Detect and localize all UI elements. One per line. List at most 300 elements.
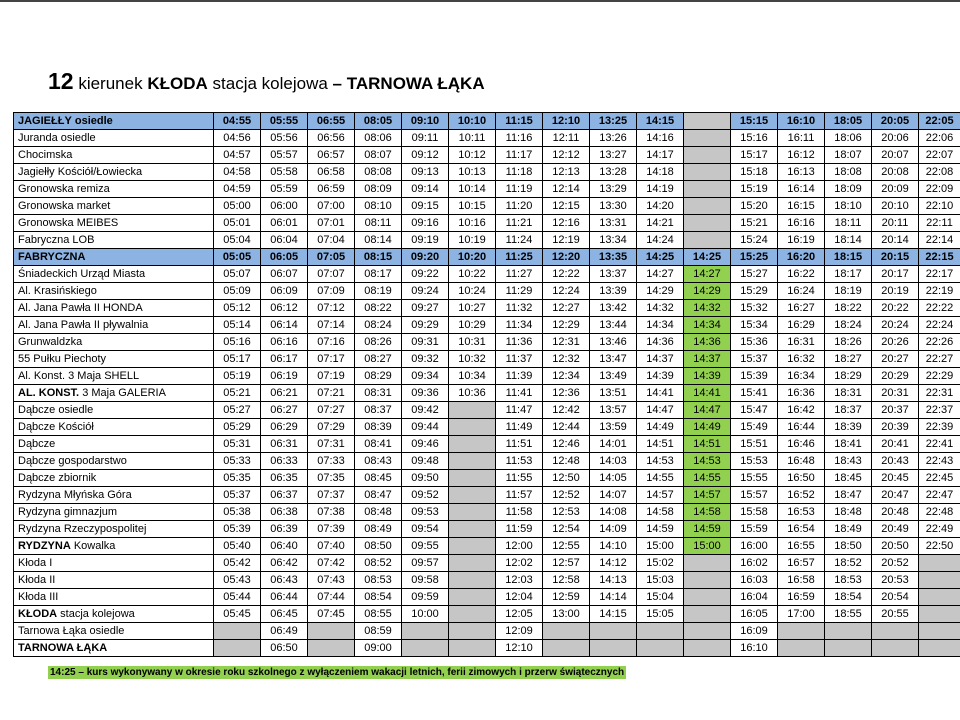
time-cell: 10:14 — [449, 181, 496, 198]
stop-name-text: Dąbcze osiedle — [18, 404, 94, 416]
time-cell: 10:20 — [449, 249, 496, 266]
time-cell: 05:56 — [261, 130, 308, 147]
table-row — [14, 504, 960, 521]
time-cell — [590, 623, 637, 640]
time-cell: 05:09 — [214, 283, 261, 300]
title-prefix: kierunek — [78, 74, 143, 93]
time-cell: 22:15 — [919, 249, 960, 266]
time-cell: 06:01 — [261, 215, 308, 232]
stop-name-cell — [14, 640, 214, 657]
time-cell: 14:13 — [590, 572, 637, 589]
time-cell: 11:27 — [496, 266, 543, 283]
time-cell: 09:00 — [355, 640, 402, 657]
time-cell: 09:31 — [402, 334, 449, 351]
time-cell: 15:17 — [731, 147, 778, 164]
stop-name-text: Gronowska remiza — [18, 183, 110, 195]
time-cell: 16:54 — [778, 521, 825, 538]
time-cell: 16:24 — [778, 283, 825, 300]
time-cell — [684, 198, 731, 215]
time-cell: 13:42 — [590, 300, 637, 317]
stop-name-cell — [14, 181, 214, 198]
time-cell: 14:41 — [637, 385, 684, 402]
time-cell: 11:18 — [496, 164, 543, 181]
time-cell: 05:59 — [261, 181, 308, 198]
time-cell: 22:10 — [919, 198, 960, 215]
time-cell: 22:09 — [919, 181, 960, 198]
time-cell: 14:36 — [637, 334, 684, 351]
time-cell: 09:52 — [402, 487, 449, 504]
time-cell: 10:36 — [449, 385, 496, 402]
time-cell: 10:34 — [449, 368, 496, 385]
time-cell: 14:59 — [637, 521, 684, 538]
time-cell: 08:26 — [355, 334, 402, 351]
time-cell — [449, 606, 496, 623]
stop-name-cell — [14, 487, 214, 504]
time-cell: 08:22 — [355, 300, 402, 317]
time-cell: 07:00 — [308, 198, 355, 215]
time-cell: 06:39 — [261, 521, 308, 538]
time-cell: 09:15 — [402, 198, 449, 215]
table-row — [14, 402, 960, 419]
time-cell: 15:15 — [731, 113, 778, 130]
time-cell: 12:44 — [543, 419, 590, 436]
time-cell: 11:49 — [496, 419, 543, 436]
time-cell: 22:45 — [919, 470, 960, 487]
time-cell: 13:47 — [590, 351, 637, 368]
time-cell: 09:20 — [402, 249, 449, 266]
time-cell: 10:29 — [449, 317, 496, 334]
time-cell: 16:58 — [778, 572, 825, 589]
stop-name-text: Jagiełły Kościół/Łowiecka — [18, 166, 143, 178]
time-cell: 20:54 — [872, 589, 919, 606]
time-cell: 07:37 — [308, 487, 355, 504]
time-cell — [684, 640, 731, 657]
time-cell: 15:04 — [637, 589, 684, 606]
time-cell: 12:20 — [543, 249, 590, 266]
time-cell: 16:27 — [778, 300, 825, 317]
time-cell: 06:45 — [261, 606, 308, 623]
time-cell — [402, 640, 449, 657]
time-cell — [872, 623, 919, 640]
time-cell: 18:22 — [825, 300, 872, 317]
time-cell: 20:11 — [872, 215, 919, 232]
time-cell: 20:24 — [872, 317, 919, 334]
time-cell: 05:43 — [214, 572, 261, 589]
footnote: 14:25 – kurs wykonywany w okresie roku szkolnego z wyłączeniem wakacji letnich, ferii zimowych i przerw świątecznych — [50, 667, 625, 678]
time-cell: 12:46 — [543, 436, 590, 453]
time-cell: 22:24 — [919, 317, 960, 334]
time-cell: 16:16 — [778, 215, 825, 232]
table-row — [14, 164, 960, 181]
table-row — [14, 300, 960, 317]
time-cell: 20:17 — [872, 266, 919, 283]
stop-name-cell — [14, 232, 214, 249]
time-cell: 15:39 — [731, 368, 778, 385]
time-cell: 07:09 — [308, 283, 355, 300]
time-cell: 16:31 — [778, 334, 825, 351]
time-cell: 18:08 — [825, 164, 872, 181]
time-cell: 06:17 — [261, 351, 308, 368]
time-cell: 16:10 — [731, 640, 778, 657]
time-cell: 16:29 — [778, 317, 825, 334]
time-cell — [684, 232, 731, 249]
time-cell: 15:34 — [731, 317, 778, 334]
time-cell: 07:12 — [308, 300, 355, 317]
time-cell — [308, 623, 355, 640]
time-cell: 09:24 — [402, 283, 449, 300]
stop-name-text: 55 Pułku Piechoty — [18, 353, 107, 365]
stop-name-text: stacja kolejowa — [60, 608, 135, 620]
time-cell: 15:29 — [731, 283, 778, 300]
time-cell: 12:53 — [543, 504, 590, 521]
time-cell — [684, 164, 731, 181]
time-cell — [919, 640, 960, 657]
time-cell: 08:31 — [355, 385, 402, 402]
time-cell — [919, 589, 960, 606]
time-cell: 15:53 — [731, 453, 778, 470]
time-cell: 09:42 — [402, 402, 449, 419]
time-cell: 16:13 — [778, 164, 825, 181]
title-from-bold: KŁODA — [147, 74, 208, 93]
stop-name-text: Al. Krasińskiego — [18, 285, 97, 297]
time-cell: 09:50 — [402, 470, 449, 487]
time-cell: 16:53 — [778, 504, 825, 521]
time-cell: 14:49 — [684, 419, 731, 436]
time-cell: 14:25 — [637, 249, 684, 266]
stop-name-bold: FABRYCZNA — [18, 251, 86, 263]
time-cell: 15:21 — [731, 215, 778, 232]
stop-name-bold: JAGIEŁŁY — [18, 115, 72, 127]
time-cell: 16:46 — [778, 436, 825, 453]
time-cell: 15:32 — [731, 300, 778, 317]
time-cell: 14:39 — [684, 368, 731, 385]
time-cell: 14:55 — [684, 470, 731, 487]
time-cell: 05:42 — [214, 555, 261, 572]
time-cell: 16:32 — [778, 351, 825, 368]
time-cell: 10:15 — [449, 198, 496, 215]
time-cell: 14:47 — [637, 402, 684, 419]
time-cell: 13:49 — [590, 368, 637, 385]
time-cell: 10:16 — [449, 215, 496, 232]
time-cell — [402, 623, 449, 640]
table-row — [14, 334, 960, 351]
table-row — [14, 572, 960, 589]
time-cell: 18:45 — [825, 470, 872, 487]
time-cell: 20:31 — [872, 385, 919, 402]
time-cell: 07:29 — [308, 419, 355, 436]
time-cell: 05:27 — [214, 402, 261, 419]
time-cell: 18:05 — [825, 113, 872, 130]
time-cell: 08:09 — [355, 181, 402, 198]
time-cell: 09:53 — [402, 504, 449, 521]
time-cell: 11:17 — [496, 147, 543, 164]
time-cell: 16:00 — [731, 538, 778, 555]
time-cell: 09:57 — [402, 555, 449, 572]
time-cell — [872, 640, 919, 657]
table-row — [14, 419, 960, 436]
stop-name-cell — [14, 215, 214, 232]
time-cell — [684, 113, 731, 130]
table-row — [14, 487, 960, 504]
stop-name-cell — [14, 623, 214, 640]
time-cell: 09:32 — [402, 351, 449, 368]
time-cell: 22:17 — [919, 266, 960, 283]
time-cell — [637, 640, 684, 657]
table-row — [14, 198, 960, 215]
page-title — [48, 68, 485, 95]
time-cell: 09:11 — [402, 130, 449, 147]
time-cell: 05:40 — [214, 538, 261, 555]
time-cell: 16:57 — [778, 555, 825, 572]
time-cell: 06:16 — [261, 334, 308, 351]
time-cell — [449, 640, 496, 657]
time-cell: 16:15 — [778, 198, 825, 215]
time-cell: 07:40 — [308, 538, 355, 555]
time-cell: 12:04 — [496, 589, 543, 606]
time-cell — [919, 623, 960, 640]
time-cell: 11:41 — [496, 385, 543, 402]
table-row — [14, 181, 960, 198]
time-cell: 11:32 — [496, 300, 543, 317]
time-cell: 15:49 — [731, 419, 778, 436]
time-cell: 05:14 — [214, 317, 261, 334]
time-cell: 12:29 — [543, 317, 590, 334]
time-cell: 05:07 — [214, 266, 261, 283]
time-cell: 20:53 — [872, 572, 919, 589]
time-cell — [449, 487, 496, 504]
time-cell: 22:07 — [919, 147, 960, 164]
time-cell: 11:16 — [496, 130, 543, 147]
time-cell: 08:43 — [355, 453, 402, 470]
time-cell: 05:45 — [214, 606, 261, 623]
time-cell: 13:31 — [590, 215, 637, 232]
time-cell — [684, 181, 731, 198]
time-cell: 14:29 — [637, 283, 684, 300]
time-cell: 12:09 — [496, 623, 543, 640]
table-row — [14, 232, 960, 249]
time-cell: 15:24 — [731, 232, 778, 249]
time-cell: 10:11 — [449, 130, 496, 147]
time-cell: 05:38 — [214, 504, 261, 521]
time-cell: 08:19 — [355, 283, 402, 300]
time-cell: 06:43 — [261, 572, 308, 589]
time-cell: 12:22 — [543, 266, 590, 283]
time-cell: 12:10 — [496, 640, 543, 657]
time-cell: 06:14 — [261, 317, 308, 334]
time-cell: 14:27 — [684, 266, 731, 283]
time-cell: 11:55 — [496, 470, 543, 487]
time-cell: 05:57 — [261, 147, 308, 164]
time-cell: 10:31 — [449, 334, 496, 351]
stop-name-text: Chocimska — [18, 149, 73, 161]
time-cell — [449, 623, 496, 640]
time-cell: 13:46 — [590, 334, 637, 351]
time-cell: 13:51 — [590, 385, 637, 402]
time-cell — [684, 555, 731, 572]
stop-name-cell — [14, 283, 214, 300]
stop-name-text: Śniadeckich Urząd Miasta — [18, 268, 146, 280]
time-cell: 06:07 — [261, 266, 308, 283]
time-cell: 09:13 — [402, 164, 449, 181]
time-cell: 16:50 — [778, 470, 825, 487]
time-cell: 18:29 — [825, 368, 872, 385]
time-cell: 16:11 — [778, 130, 825, 147]
stop-name-text: Tarnowa Łąka osiedle — [18, 625, 125, 637]
time-cell: 16:34 — [778, 368, 825, 385]
time-cell: 07:44 — [308, 589, 355, 606]
time-cell: 20:27 — [872, 351, 919, 368]
time-cell: 08:54 — [355, 589, 402, 606]
time-cell: 15:41 — [731, 385, 778, 402]
time-cell: 06:19 — [261, 368, 308, 385]
time-cell: 16:12 — [778, 147, 825, 164]
timetable-body — [14, 113, 960, 657]
stop-name-cell — [14, 504, 214, 521]
time-cell: 11:21 — [496, 215, 543, 232]
time-cell: 08:47 — [355, 487, 402, 504]
stop-name-cell — [14, 521, 214, 538]
time-cell: 06:04 — [261, 232, 308, 249]
time-cell: 06:38 — [261, 504, 308, 521]
time-cell: 20:47 — [872, 487, 919, 504]
time-cell: 22:43 — [919, 453, 960, 470]
time-cell: 09:46 — [402, 436, 449, 453]
time-cell: 07:17 — [308, 351, 355, 368]
time-cell: 13:59 — [590, 419, 637, 436]
time-cell: 14:41 — [684, 385, 731, 402]
time-cell: 20:29 — [872, 368, 919, 385]
time-cell: 06:55 — [308, 113, 355, 130]
time-cell: 08:27 — [355, 351, 402, 368]
time-cell: 11:58 — [496, 504, 543, 521]
stop-name-cell — [14, 555, 214, 572]
time-cell: 18:37 — [825, 402, 872, 419]
time-cell: 15:03 — [637, 572, 684, 589]
timetable — [13, 112, 960, 657]
time-cell: 12:10 — [543, 113, 590, 130]
time-cell: 08:24 — [355, 317, 402, 334]
time-cell: 11:37 — [496, 351, 543, 368]
time-cell: 05:35 — [214, 470, 261, 487]
time-cell: 06:50 — [261, 640, 308, 657]
time-cell: 20:48 — [872, 504, 919, 521]
table-row — [14, 147, 960, 164]
time-cell: 06:09 — [261, 283, 308, 300]
time-cell: 14:36 — [684, 334, 731, 351]
time-cell: 12:24 — [543, 283, 590, 300]
stop-name-cell — [14, 385, 214, 402]
time-cell: 14:03 — [590, 453, 637, 470]
stop-name-cell — [14, 470, 214, 487]
stop-name-cell — [14, 368, 214, 385]
title-destination: TARNOWA ŁĄKA — [346, 74, 485, 93]
time-cell — [637, 623, 684, 640]
time-cell: 20:52 — [872, 555, 919, 572]
stop-name-text: Rydzyna Rzeczypospolitej — [18, 523, 147, 535]
table-row — [14, 470, 960, 487]
time-cell: 20:50 — [872, 538, 919, 555]
time-cell — [449, 470, 496, 487]
time-cell: 06:44 — [261, 589, 308, 606]
time-cell: 14:32 — [684, 300, 731, 317]
time-cell: 08:39 — [355, 419, 402, 436]
table-row — [14, 317, 960, 334]
time-cell: 18:15 — [825, 249, 872, 266]
time-cell: 08:29 — [355, 368, 402, 385]
time-cell: 11:53 — [496, 453, 543, 470]
time-cell: 22:05 — [919, 113, 960, 130]
top-border-line — [0, 0, 960, 2]
time-cell: 16:19 — [778, 232, 825, 249]
time-cell: 12:55 — [543, 538, 590, 555]
time-cell: 13:35 — [590, 249, 637, 266]
time-cell: 15:57 — [731, 487, 778, 504]
time-cell: 18:47 — [825, 487, 872, 504]
time-cell: 11:51 — [496, 436, 543, 453]
time-cell — [449, 572, 496, 589]
time-cell: 18:54 — [825, 589, 872, 606]
stop-name-text: Rydzyna gimnazjum — [18, 506, 118, 518]
table-row — [14, 589, 960, 606]
time-cell: 05:39 — [214, 521, 261, 538]
stop-name-cell — [14, 317, 214, 334]
stop-name-cell — [14, 419, 214, 436]
time-cell: 22:26 — [919, 334, 960, 351]
time-cell: 14:34 — [637, 317, 684, 334]
time-cell: 16:02 — [731, 555, 778, 572]
time-cell: 08:59 — [355, 623, 402, 640]
time-cell: 07:33 — [308, 453, 355, 470]
time-cell: 09:34 — [402, 368, 449, 385]
time-cell: 07:19 — [308, 368, 355, 385]
time-cell: 22:08 — [919, 164, 960, 181]
time-cell: 11:39 — [496, 368, 543, 385]
time-cell: 18:53 — [825, 572, 872, 589]
time-cell: 14:29 — [684, 283, 731, 300]
table-row — [14, 130, 960, 147]
time-cell: 14:25 — [684, 249, 731, 266]
time-cell: 10:13 — [449, 164, 496, 181]
time-cell: 12:12 — [543, 147, 590, 164]
time-cell: 16:44 — [778, 419, 825, 436]
time-cell: 06:49 — [261, 623, 308, 640]
table-row — [14, 453, 960, 470]
time-cell: 07:42 — [308, 555, 355, 572]
time-cell: 18:48 — [825, 504, 872, 521]
time-cell: 14:17 — [637, 147, 684, 164]
time-cell: 07:27 — [308, 402, 355, 419]
time-cell — [919, 606, 960, 623]
time-cell — [684, 606, 731, 623]
time-cell: 08:48 — [355, 504, 402, 521]
time-cell: 05:05 — [214, 249, 261, 266]
time-cell: 14:12 — [590, 555, 637, 572]
time-cell: 10:24 — [449, 283, 496, 300]
time-cell: 14:59 — [684, 521, 731, 538]
time-cell: 14:08 — [590, 504, 637, 521]
time-cell: 13:25 — [590, 113, 637, 130]
time-cell: 16:04 — [731, 589, 778, 606]
time-cell: 14:18 — [637, 164, 684, 181]
stop-name-text: Kłoda I — [18, 557, 53, 569]
time-cell: 17:00 — [778, 606, 825, 623]
time-cell: 07:07 — [308, 266, 355, 283]
stop-name-text: Dąbcze gospodarstwo — [18, 455, 127, 467]
stop-name-cell — [14, 402, 214, 419]
time-cell: 04:58 — [214, 164, 261, 181]
time-cell: 15:00 — [637, 538, 684, 555]
time-cell: 13:28 — [590, 164, 637, 181]
